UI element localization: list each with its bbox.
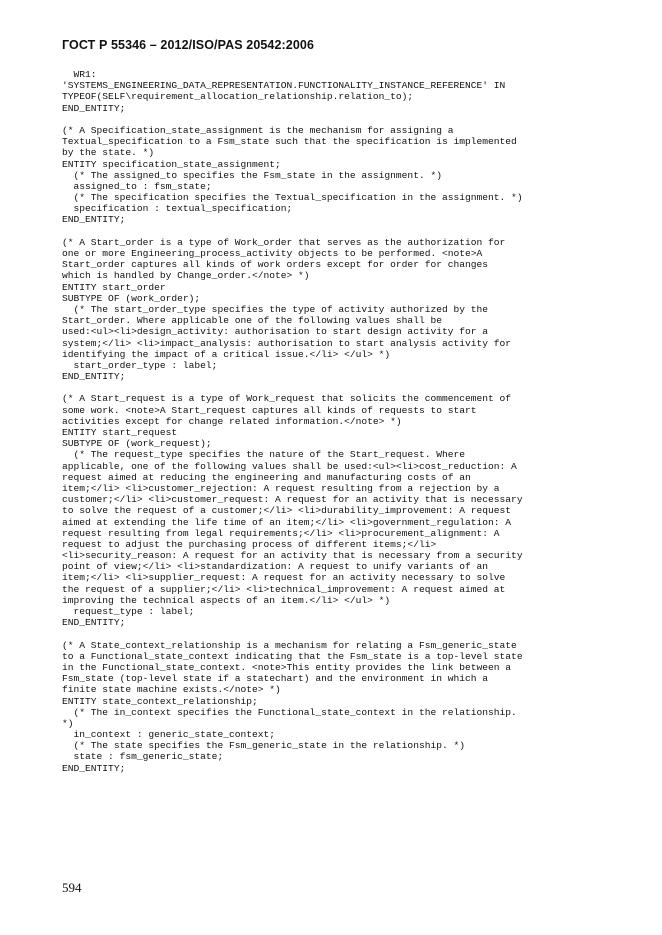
code-line: (* The request_type specifies the nature of the Start_request. Where xyxy=(62,449,466,461)
code-line: (* The assigned_to specifies the Fsm_state in the assignment. *) xyxy=(62,169,442,181)
code-line: in the Functional_state_context. <note>This entity provides the link between a xyxy=(62,661,512,673)
code-line: SUBTYPE OF (work_order); xyxy=(62,292,201,304)
code-line: TYPEOF(SELF\requirement_allocation_relationship.relation_to); xyxy=(62,91,414,103)
code-line: which is handled by Change_order.</note> *) xyxy=(62,270,310,282)
code-line: request to adjust the purchasing process of different items;</li> xyxy=(62,538,437,550)
code-line: applicable, one of the following values shall be used:<ul><li>cost_reduction: A xyxy=(62,460,517,472)
code-line: to solve the request of a customer;</li> <li>durability_improvement: A request xyxy=(62,505,512,517)
code-line: aimed at extending the life time of an item;</li> <li>government_regulation: A xyxy=(62,516,512,528)
code-line xyxy=(62,628,622,639)
code-line: used:<ul><li>design_activity: authorisation to start design activity for a xyxy=(62,326,489,338)
page-number: 594 xyxy=(62,880,82,895)
code-line: to a Functional_state_context indicating that the Fsm_state is a top-level state xyxy=(62,650,523,662)
express-code-listing xyxy=(62,69,622,774)
code-line xyxy=(62,226,622,237)
code-line: *) xyxy=(62,717,74,729)
code-line: start_order_type : label; xyxy=(62,359,218,371)
code-line: Start_order captures all kinds of work orders except for order for changes xyxy=(62,259,489,271)
code-line: some work. <note>A Start_request captures all kinds of requests to start xyxy=(62,404,477,416)
code-line: the request of a supplier;</li> <li>technical_improvement: A request aimed at xyxy=(62,583,506,595)
code-line: (* A Specification_state_assignment is the mechanism for assigning a xyxy=(62,124,454,136)
code-line: Start_order. Where applicable one of the following values shall be xyxy=(62,315,442,327)
code-line: request resulting from legal requirements;</li> <li>procurement_alignment: A xyxy=(62,527,500,539)
code-line: END_ENTITY; xyxy=(62,102,126,114)
code-line: 'SYSTEMS_ENGINEERING_DATA_REPRESENTATION.FUNCTIONALITY_INSTANCE_REFERENCE' IN xyxy=(62,80,506,92)
code-line: by the state. *) xyxy=(62,147,155,159)
page-header: ГОСТ Р 55346 – 2012/ISO/PAS 20542:2006 xyxy=(62,38,314,52)
code-line: (* A State_context_relationship is a mechanism for relating a Fsm_generic_state xyxy=(62,639,517,651)
code-line: customer;</li> <li>customer_request: A request for an activity that is necessary xyxy=(62,494,523,506)
code-line: assigned_to : fsm_state; xyxy=(62,180,212,192)
code-line: one or more Engineering_process_activity objects to be performed. <note>A xyxy=(62,248,483,259)
code-line: item;</li> <li>customer_rejection: A request resulting from a rejection by a xyxy=(62,482,500,494)
code-line: activities except for change related information.</note> *) xyxy=(62,415,402,427)
code-line: ENTITY state_context_relationship; xyxy=(62,695,258,707)
code-line: (* A Start_request is a type of Work_request that solicits the commencement of xyxy=(62,393,512,405)
code-line: (* The in_context specifies the Functional_state_context in the relationship. xyxy=(62,706,517,718)
code-line: Fsm_state (top-level state if a statechart) and the environment in which a xyxy=(62,673,489,685)
code-line: (* The specification specifies the Textual_specification in the assignment. *) xyxy=(62,192,523,204)
code-line: ENTITY start_request xyxy=(62,427,178,438)
code-line: specification : textual_specification; xyxy=(62,203,293,215)
code-line: (* The state specifies the Fsm_generic_state in the relationship. *) xyxy=(62,740,466,752)
code-line xyxy=(62,114,622,125)
code-line: request aimed at reducing the engineering and manufacturing costs of an xyxy=(62,471,471,483)
code-line: ENTITY specification_state_assignment; xyxy=(62,158,281,170)
code-line: SUBTYPE OF (work_request); xyxy=(62,438,212,450)
code-line: WR1: xyxy=(62,69,97,80)
code-line xyxy=(62,382,622,393)
code-line: item;</li> <li>supplier_request: A request for an activity necessary to solve xyxy=(62,572,506,584)
code-line: improving the technical aspects of an item.</li> </ul> *) xyxy=(62,594,391,606)
code-line: END_ENTITY; xyxy=(62,617,126,629)
code-line: (* The start_order_type specifies the type of activity authorized by the xyxy=(62,303,489,315)
code-line: finite state machine exists.</note> *) xyxy=(62,684,281,696)
code-line: ENTITY start_order xyxy=(62,281,166,293)
code-line: identifying the impact of a critical issue.</li> </ul> *) xyxy=(62,348,391,360)
code-line: END_ENTITY; xyxy=(62,762,126,774)
code-line: system;</li> <li>impact_analysis: authorisation to start analysis activity for xyxy=(62,337,512,349)
code-line: state : fsm_generic_state; xyxy=(62,751,224,763)
code-line: END_ENTITY; xyxy=(62,371,126,383)
code-line: (* A Start_order is a type of Work_order that serves as the authorization for xyxy=(62,236,506,248)
code-line: request_type : label; xyxy=(62,606,195,617)
code-line: <li>security_reason: A request for an activity that is necessary from a security xyxy=(62,550,523,562)
code-line: in_context : generic_state_context; xyxy=(62,729,276,741)
code-line: END_ENTITY; xyxy=(62,214,126,226)
code-line: point of view;</li> <li>standardization: A request to unify variants of an xyxy=(62,561,489,573)
code-line: Textual_specification to a Fsm_state such that the specification is implemented xyxy=(62,136,517,148)
